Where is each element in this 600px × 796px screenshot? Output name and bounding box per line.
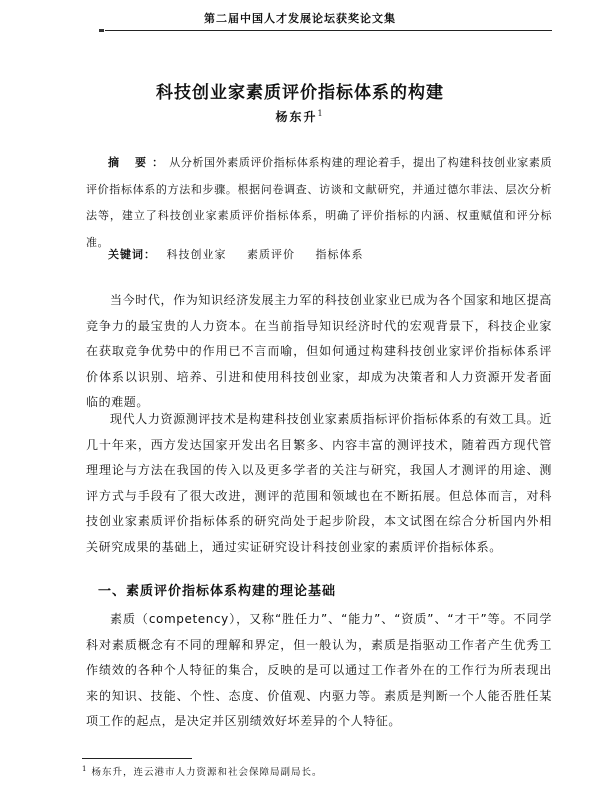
footnote-rule [82, 758, 192, 759]
footnote-text: 杨东升，连云港市人力资源和社会保障局副局长。 [91, 767, 323, 778]
abstract-text: 从分析国外素质评价指标体系构建的理论着手，提出了构建科技创业家素质评价指标体系的方法和步骤。根据问卷调查、访谈和文献研究，并通过德尔菲法、层次分析法等，建立了科技创业家素质评价指标体系，明确了评价指标的内涵、权重赋值和评分标准。 [86, 156, 552, 249]
abstract [86, 150, 552, 256]
abstract-label: 摘 要： [108, 156, 170, 169]
paper-title: 科技创业家素质评价指标体系的构建 [156, 83, 444, 103]
author-line [0, 108, 600, 125]
paragraph-text: 现代人力资源测评技术是构建科技创业家素质指标评价指标体系的有效工具。近几十年来，西方发达国家开发出名目繁多、内容丰富的测评技术，随着西方现代管理理论与方法在我国的传入以及更多学者的关注与研究，我国人才测评的用途、测评方式与手段有了很大改进，测评的范围和领域也在不断拓展。但总体而言，对科技创业家素质评价指标体系的研究尚处于起步阶段，本文试图在综合分析国内外相关研究成果的基础上，通过实证研究设计科技创业家的素质评价指标体系。 [86, 412, 552, 554]
running-header: 第二届中国人才发展论坛获奖论文集 [204, 12, 396, 25]
intro-paragraph-2 [86, 407, 552, 560]
author-name: 杨东升 [275, 110, 318, 124]
paragraph-text: 素质（competency），又称“胜任力”、“能力”、“资质”、“才干”等。不同学科对素质概念有不同的理解和界定，但一般认为，素质是指驱动工作者产生优秀工作绩效的各种个人特征的集合，反映的是可以通过工作者外在的工作行为所表现出来的知识、技能、个性、态度、价值观、内驱力等。素质是判断一个人能否胜任某项工作的起点，是决定并区别绩效好坏差异的个人特征。 [86, 612, 552, 728]
keywords [108, 246, 552, 262]
keyword-item: 指标体系 [315, 248, 364, 261]
intro-paragraph-1 [86, 288, 552, 416]
keywords-label: 关键词： [108, 248, 156, 261]
header-rule [105, 30, 552, 31]
keyword-item: 科技创业家 [166, 248, 227, 261]
paragraph-text: 当今时代，作为知识经济发展主力军的科技创业家业已成为各个国家和地区提高竞争力的最宝贵的人力资本。在当前指导知识经济时代的宏观背景下，科技企业家在获取竞争优势中的作用已不言而喻，但如何通过构建科技创业家评价指标体系评价体系以识别、培养、引进和使用科技创业家，却成为决策者和人力资源开发者面临的难题。 [86, 293, 552, 409]
section-1-paragraph [86, 607, 552, 735]
keyword-item: 素质评价 [247, 248, 295, 261]
section-heading: 一、素质评价指标体系构建的理论基础 [98, 584, 337, 599]
footnote-mark: 1 [82, 764, 88, 773]
author-footnote-mark: 1 [317, 109, 325, 118]
footnote [82, 764, 323, 778]
